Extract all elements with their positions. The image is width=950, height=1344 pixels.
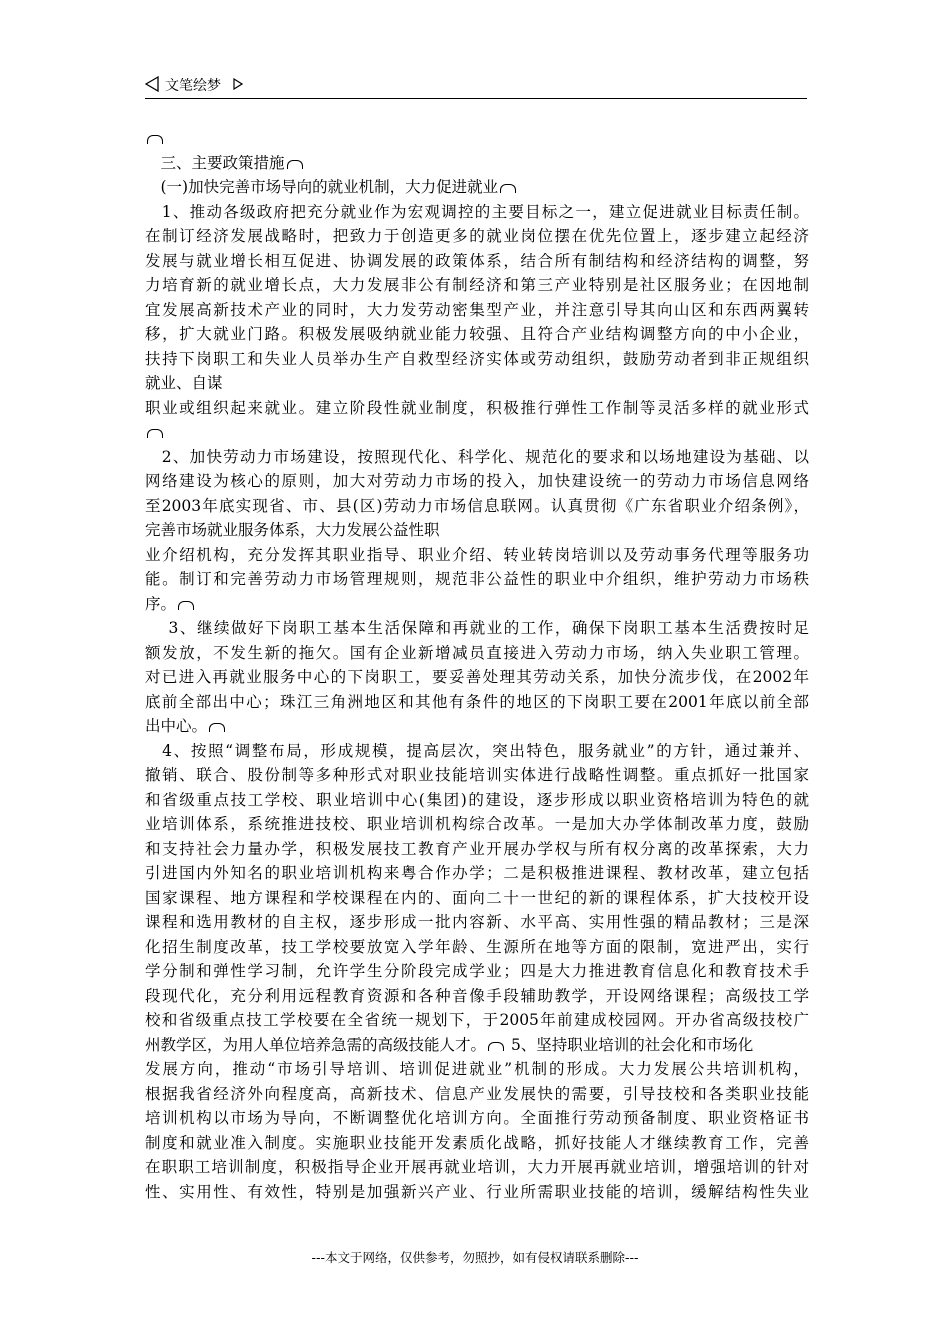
text-line: 就业、自谋 [145, 374, 223, 392]
text-line: 对已进入再就业服务中心的下岗职工，要妥善处理其劳动关系，加快分流步伐，在2002年 [145, 668, 809, 686]
document-body [145, 126, 809, 1204]
text-line: 移，扩大就业门路。积极发展吸纳就业能力较强、且符合产业结构调整方向的中小企业， [145, 325, 809, 343]
page-footer: ---本文于网络，仅供参考，勿照抄，如有侵权请联系删除--- [311, 1250, 639, 1265]
paragraph-mark-icon [287, 160, 303, 169]
text-line: 序。 [145, 592, 809, 617]
text-line: 能。制订和完善劳动力市场管理规则，规范非公益性的职业中介组织，维护劳动力市场秩 [145, 570, 809, 588]
paragraph-mark-line [145, 126, 809, 151]
text-line: 2、加快劳动力市场建设，按照现代化、科学化、规范化的要求和以场地建设为基础、以 [145, 447, 809, 466]
text-line: 额发放，不发生新的拖欠。国有企业新增减员直接进入劳动力市场，纳入失业职工管理。 [145, 643, 809, 662]
page-header [145, 72, 807, 99]
text-line: 段现代化，充分利用远程教育资源和各种音像手段辅助教学，开设网络课程；高级技工学 [145, 986, 809, 1005]
left-triangle-icon [145, 76, 159, 92]
right-triangle-icon [233, 78, 243, 90]
text-line: 扶持下岗职工和失业人员举办生产自救型经济实体或劳动组织，鼓励劳动者到非正规组织 [145, 349, 809, 368]
text-line: 完善市场就业服务体系，大力发展公益性职 [145, 521, 440, 539]
text-line: 制度和就业准入制度。实施职业技能开发素质化战略，抓好技能人才继续教育工作，完善 [145, 1133, 809, 1152]
text-line: 职业或组织起来就业。建立阶段性就业制度，积极推行弹性工作制等灵活多样的就业形式 [145, 398, 809, 417]
text-line: 3、继续做好下岗职工基本生活保障和再就业的工作，确保下岗职工基本生活费按时足 [145, 619, 809, 637]
text-line: 性、实用性、有效性，特别是加强新兴产业、行业所需职业技能的培训，缓解结构性失业 [145, 1182, 809, 1201]
text-line: 和省级重点技工学校、职业培训中心(集团)的建设，逐步形成以职业资格培训为特色的就 [145, 790, 809, 809]
text-line: 至2003年底实现省、市、县(区)劳动力市场信息联网。认真贯彻《广东省职业介绍条例》， [145, 496, 809, 515]
text-line: 学分制和弹性学习制，允许学生分阶段完成学业；四是大力推进教育信息化和教育技术手 [145, 962, 809, 980]
text-line: 发展与就业增长相互促进、协调发展的政策体系，结合所有制结构和经济结构的调整，努 [145, 251, 809, 270]
text-line: 化招生制度改革，技工学校要放宽入学年龄、生源所在地等方面的限制，宽进严出，实行 [145, 937, 809, 956]
text-line: 业介绍机构，充分发挥其职业指导、职业介绍、转业转岗培训以及劳动事务代理等服务功 [145, 545, 809, 564]
text-line: 宜发展高新技术产业的同时，大力发劳动密集型产业，并注意引导其向山区和东西两翼转 [145, 300, 809, 319]
text-line: 在制订经济发展战略时，把致力于创造更多的就业岗位摆在优先位置上，逐步建立起经济 [145, 227, 809, 245]
paragraph-mark-icon [488, 1042, 504, 1051]
text-line: 业培训体系，系统推进技校、职业培训机构综合改革。一是加大办学体制改革力度，鼓励 [145, 815, 809, 833]
text-line: 1、推动各级政府把充分就业作为宏观调控的主要目标之一，建立促进就业目标责任制。 [145, 202, 809, 221]
text-line: 网络建设为核心的原则，加大对劳动力市场的投入，加快建设统一的劳动力市场信息网络 [145, 472, 809, 490]
paragraph-mark-icon [209, 723, 225, 732]
text-line: 在职职工培训制度，积极指导企业开展再就业培训，大力开展再就业培训，增强培训的针对 [145, 1158, 809, 1176]
text-line: 撤销、联合、股份制等多种形式对职业技能培训实体进行战略性调整。重点抓好一批国家 [145, 766, 809, 784]
text-line: 校和省级重点技工学校要在全省统一规划下，于2005年前建成校园网。开办省高级技校广 [145, 1011, 809, 1029]
text-line: 引进国内外知名的职业培训机构来粤合作办学；二是积极推进课程、教材改革，建立包括 [145, 864, 809, 882]
paragraph-mark-icon [178, 601, 194, 610]
text-line: 力培育新的就业增长点，大力发展非公有制经济和第三产业特别是社区服务业；在因地制 [145, 276, 809, 294]
text-line: 4、按照“调整布局，形成规模，提高层次，突出特色，服务就业”的方针，通过兼并、 [145, 741, 809, 760]
subsection-heading: (一)加快完善市场导向的就业机制，大力促进就业 [145, 175, 809, 200]
text-line: 培训机构以市场为导向，不断调整优化培训方向。全面推行劳动预备制度、职业资格证书 [145, 1109, 809, 1127]
paragraph-mark-line [145, 420, 809, 445]
header-brand: 文笔绘梦 [165, 78, 221, 94]
text-line: 发展方向，推动“市场引导培训、培训促进就业”机制的形成。大力发展公共培训机构， [145, 1060, 809, 1078]
text-line: 根据我省经济外向程度高，高新技术、信息产业发展快的需要，引导技校和各类职业技能 [145, 1084, 809, 1103]
text-line: 底前全部出中心；珠江三角洲地区和其他有条件的地区的下岗职工要在2001年底以前全部 [145, 692, 809, 711]
text-line: 出中心。 [145, 714, 809, 739]
paragraph-mark-icon [147, 429, 163, 438]
text-line: 州教学区，为用人单位培养急需的高级技能人才。 5、坚持职业培训的社会化和市场化 [145, 1035, 754, 1054]
text-line: 和支持社会力量办学，积极发展技工教育产业开展办学权与所有权分离的改革探索，大力 [145, 839, 809, 858]
text-line: 课程和选用教材的自主权，逐步形成一批内容新、水平高、实用性强的精品教材；三是深 [145, 913, 809, 931]
section-heading: 三、主要政策措施 [145, 151, 809, 176]
paragraph-mark-icon [500, 184, 516, 193]
text-line: 国家课程、地方课程和学校课程在内的、面向二十一世纪的新的课程体系，扩大技校开设 [145, 888, 809, 907]
paragraph-mark-icon [147, 135, 163, 144]
